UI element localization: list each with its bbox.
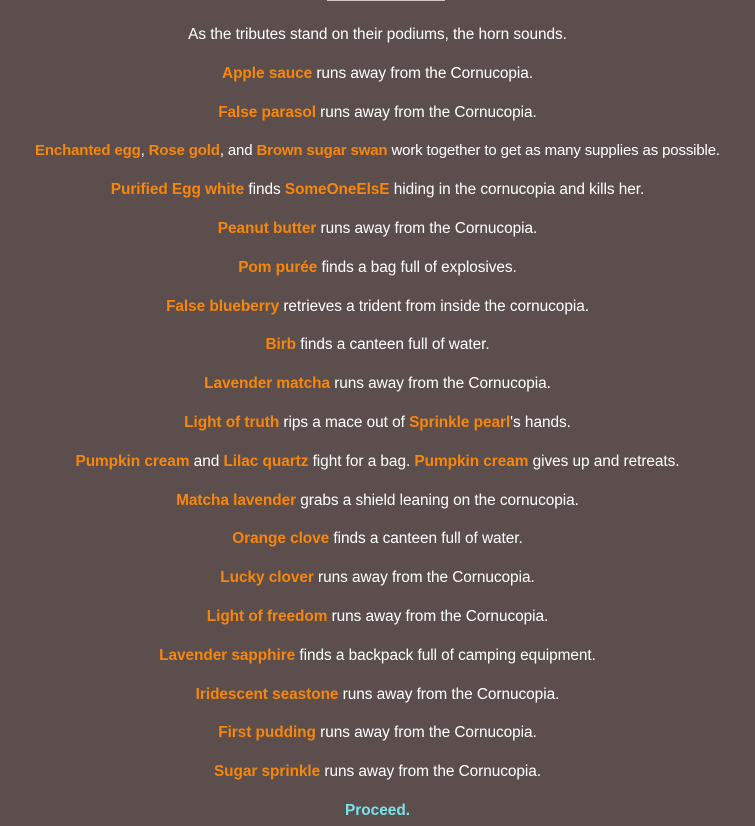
tribute-name: Lavender sapphire [159, 646, 296, 664]
event-text: finds a canteen full of water. [296, 336, 490, 354]
event-line [0, 413, 755, 452]
event-text: work together to get as many supplies as possible. [387, 142, 720, 160]
tribute-name: Iridescent seastone [195, 685, 339, 703]
event-text: , and [219, 142, 257, 160]
event-line [0, 258, 755, 297]
event-text: fight for a bag. [308, 452, 415, 470]
tribute-name: Light of freedom [206, 607, 328, 625]
tribute-name: Pumpkin cream [75, 452, 190, 470]
event-line [0, 103, 755, 142]
tribute-name: Orange clove [232, 530, 330, 548]
top-divider [327, 0, 445, 1]
tribute-name: Light of truth [184, 413, 280, 431]
event-text: finds [244, 181, 285, 199]
event-text: runs away from the Cornucopia. [320, 763, 542, 781]
event-text: gives up and retreats. [528, 452, 680, 470]
proceed-link[interactable]: Proceed. [344, 802, 410, 819]
event-line [0, 64, 755, 103]
event-text: finds a canteen full of water. [329, 530, 523, 548]
event-log [0, 25, 755, 801]
event-text: runs away from the Cornucopia. [338, 685, 560, 703]
event-text: and [189, 452, 224, 470]
tribute-name: Lilac quartz [223, 452, 309, 470]
event-line [0, 685, 755, 724]
event-text: runs away from the Cornucopia. [315, 724, 537, 742]
event-line [0, 219, 755, 258]
event-line [0, 374, 755, 413]
event-text: runs away from the Cornucopia. [313, 569, 535, 587]
event-line [0, 607, 755, 646]
tribute-name: Sugar sprinkle [213, 763, 321, 781]
event-line [0, 529, 755, 568]
tribute-name: Lavender matcha [204, 375, 330, 393]
tribute-name: SomeOneElsE [284, 181, 390, 199]
event-text: retrieves a trident from inside the cornucopia. [279, 297, 589, 315]
tribute-name: False parasol [218, 103, 316, 121]
tribute-name: Pumpkin cream [414, 452, 529, 470]
event-text: finds a bag full of explosives. [317, 258, 517, 276]
tribute-name: Pom purée [238, 258, 318, 276]
event-text: runs away from the Cornucopia. [312, 64, 533, 82]
tribute-name: Rose gold [148, 142, 220, 160]
event-text: finds a backpack full of camping equipment. [295, 646, 596, 664]
tribute-name: Purified Egg white [110, 181, 245, 199]
tribute-name: Lucky clover [220, 569, 314, 587]
tribute-name: False blueberry [166, 297, 280, 315]
event-line [0, 141, 755, 180]
event-line [0, 452, 755, 491]
event-line [0, 646, 755, 685]
tribute-name: Apple sauce [222, 64, 313, 82]
event-text: , [140, 142, 149, 160]
event-line [0, 568, 755, 607]
tribute-name: Birb [265, 336, 297, 354]
event-text: 's hands. [510, 413, 571, 431]
event-text: runs away from the Cornucopia. [329, 375, 551, 393]
event-text: runs away from the Cornucopia. [315, 103, 537, 121]
tribute-name: Sprinkle pearl [409, 413, 511, 431]
event-line [0, 335, 755, 374]
event-line [0, 297, 755, 336]
event-text: rips a mace out of [279, 413, 410, 431]
event-line [0, 723, 755, 762]
event-line [0, 762, 755, 801]
event-text: hiding in the cornucopia and kills her. [389, 181, 645, 199]
event-text: runs away from the Cornucopia. [316, 219, 538, 237]
tribute-name: Matcha lavender [176, 491, 297, 509]
tribute-name: Enchanted egg [35, 142, 141, 160]
event-text: grabs a shield leaning on the cornucopia. [296, 491, 579, 509]
tribute-name: First pudding [218, 724, 316, 742]
tribute-name: Brown sugar swan [256, 142, 388, 160]
event-line [0, 491, 755, 530]
tribute-name: Peanut butter [217, 219, 317, 237]
event-intro: As the tributes stand on their podiums, the horn sounds. [188, 26, 567, 43]
event-line [0, 180, 755, 219]
event-text: runs away from the Cornucopia. [327, 607, 549, 625]
